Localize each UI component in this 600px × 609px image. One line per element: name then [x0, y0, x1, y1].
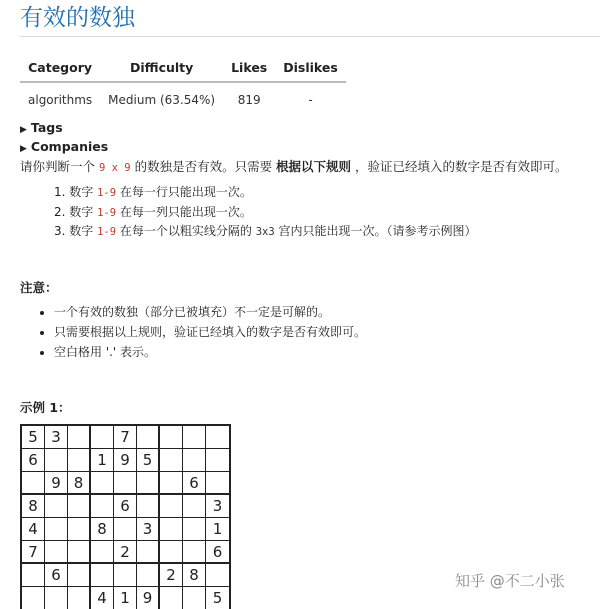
sudoku-cell — [45, 541, 68, 564]
sudoku-cell: 7 — [114, 426, 137, 449]
sudoku-cell — [183, 518, 206, 541]
tags-toggle[interactable] — [20, 120, 63, 135]
rule-code: 3x3 — [255, 226, 275, 238]
sudoku-cell: 6 — [22, 449, 45, 472]
meta-header-row — [20, 56, 346, 82]
sudoku-cell — [45, 449, 68, 472]
meta-header-dislikes: Dislikes — [275, 56, 346, 82]
meta-dislikes-value: - — [308, 93, 313, 107]
sudoku-cell — [68, 518, 91, 541]
list-item — [54, 183, 477, 203]
rule-number: 3. — [54, 224, 66, 238]
sudoku-cell: 4 — [91, 587, 114, 609]
sudoku-cell — [114, 518, 137, 541]
sudoku-board — [20, 424, 231, 609]
sudoku-cell: 3 — [206, 495, 229, 518]
sudoku-cell — [183, 449, 206, 472]
sudoku-cell — [45, 518, 68, 541]
sudoku-cell — [206, 426, 229, 449]
example-title: 示例 1： — [20, 400, 71, 415]
rule-text: 数字 — [69, 204, 98, 219]
tags-label: Tags — [30, 120, 63, 135]
list-item: • 一个有效的数独（部分已被填充）不一定是可解的。 — [54, 302, 366, 322]
sudoku-cell: 5 — [22, 426, 45, 449]
rule-text: 数字 — [69, 185, 98, 199]
disclosure-triangle-icon: ▶ — [20, 144, 27, 154]
sudoku-cell: 4 — [22, 518, 45, 541]
rule-number: 2. — [54, 204, 66, 219]
sudoku-cell — [183, 495, 206, 518]
sudoku-cell — [68, 495, 91, 518]
sudoku-cell: 5 — [206, 587, 229, 609]
list-item — [54, 203, 477, 223]
sudoku-cell — [137, 426, 160, 449]
meta-category-value: algorithms — [28, 93, 93, 107]
sudoku-cell — [91, 426, 114, 449]
sudoku-cell — [68, 449, 91, 472]
sudoku-cell — [68, 541, 91, 564]
sudoku-cell: 3 — [45, 426, 68, 449]
disclosure-triangle-icon: ▶ — [20, 125, 27, 135]
sudoku-cell: 1 — [114, 587, 137, 609]
sudoku-cell: 2 — [114, 541, 137, 564]
rule-code: 1-9 — [97, 206, 117, 219]
sudoku-cell: 2 — [160, 564, 183, 587]
sudoku-cell — [22, 472, 45, 495]
sudoku-cell — [91, 541, 114, 564]
sudoku-cell — [160, 587, 183, 609]
intro-text: 的数独是否有效。只需要 — [130, 159, 277, 174]
problem-meta-table — [20, 56, 346, 111]
sudoku-cell: 6 — [206, 541, 229, 564]
intro-size-code: 9 x 9 — [98, 162, 131, 174]
title-divider — [20, 36, 600, 37]
sudoku-cell — [137, 564, 160, 587]
meta-header-category: Category — [20, 56, 100, 82]
intro-bold: 根据以下规则 — [276, 159, 352, 174]
sudoku-cell: 9 — [45, 472, 68, 495]
sudoku-cell — [206, 564, 229, 587]
rule-code: 1-9 — [97, 187, 117, 199]
sudoku-cell — [45, 587, 68, 609]
sudoku-cell — [68, 426, 91, 449]
sudoku-cell — [91, 495, 114, 518]
sudoku-cell: 5 — [137, 449, 160, 472]
list-item — [54, 222, 477, 242]
rule-code: 1-9 — [97, 226, 117, 238]
sudoku-cell: 7 — [22, 541, 45, 564]
sudoku-cell — [22, 564, 45, 587]
meta-header-difficulty: Difficulty — [100, 56, 223, 82]
sudoku-cell — [183, 426, 206, 449]
sudoku-cell: 8 — [183, 564, 206, 587]
sudoku-cell: 9 — [114, 449, 137, 472]
page-title: 有效的数独 — [20, 5, 135, 31]
sudoku-cell — [137, 472, 160, 495]
sudoku-cell — [183, 541, 206, 564]
sudoku-cell — [160, 541, 183, 564]
sudoku-cell — [137, 495, 160, 518]
sudoku-cell — [114, 564, 137, 587]
sudoku-cell — [68, 564, 91, 587]
note-title: 注意： — [20, 280, 58, 295]
rule-text: 宫内只能出现一次。（请参考示例图） — [274, 224, 477, 238]
list-item: • 空白格用 '.' 表示。 — [54, 342, 366, 362]
sudoku-cell — [22, 587, 45, 609]
rule-number: 1. — [54, 185, 66, 199]
sudoku-cell — [206, 472, 229, 495]
sudoku-cell — [160, 426, 183, 449]
watermark: 知乎 @不二小张 — [455, 572, 565, 590]
sudoku-cell — [68, 587, 91, 609]
rule-text: 数字 — [69, 224, 98, 238]
meta-row — [20, 82, 346, 111]
notes-list — [20, 302, 366, 362]
sudoku-cell — [137, 541, 160, 564]
sudoku-cell: 3 — [137, 518, 160, 541]
sudoku-cell — [45, 495, 68, 518]
companies-toggle[interactable] — [20, 139, 108, 154]
sudoku-cell: 6 — [183, 472, 206, 495]
sudoku-cell — [160, 449, 183, 472]
sudoku-cell — [206, 449, 229, 472]
meta-likes-value: 819 — [237, 93, 261, 107]
sudoku-cell: 6 — [45, 564, 68, 587]
sudoku-cell — [183, 587, 206, 609]
sudoku-cell: 8 — [22, 495, 45, 518]
sudoku-cell — [114, 472, 137, 495]
problem-intro — [20, 157, 568, 175]
sudoku-cell: 1 — [206, 518, 229, 541]
sudoku-cell — [160, 472, 183, 495]
sudoku-cell: 8 — [68, 472, 91, 495]
sudoku-cell — [160, 495, 183, 518]
sudoku-cell — [160, 518, 183, 541]
rule-text: 在每一列只能出现一次。 — [116, 204, 252, 219]
meta-header-likes: Likes — [223, 56, 275, 82]
sudoku-cell: 8 — [91, 518, 114, 541]
meta-difficulty-value: Medium (63.54%) — [108, 93, 216, 107]
sudoku-cell: 6 — [114, 495, 137, 518]
companies-label: Companies — [30, 139, 109, 154]
sudoku-cell: 9 — [137, 587, 160, 609]
sudoku-cell — [91, 564, 114, 587]
rules-list — [20, 183, 477, 242]
rule-text: 在每一行只能出现一次。 — [116, 185, 252, 199]
intro-text: 请你判断一个 — [20, 159, 99, 174]
sudoku-cell: 1 — [91, 449, 114, 472]
list-item: • 只需要根据以上规则，验证已经填入的数字是否有效即可。 — [54, 322, 366, 342]
sudoku-cell — [91, 472, 114, 495]
intro-text: ，验证已经填入的数字是否有效即可。 — [351, 159, 568, 174]
rule-text: 在每一个以粗实线分隔的 — [116, 224, 256, 238]
